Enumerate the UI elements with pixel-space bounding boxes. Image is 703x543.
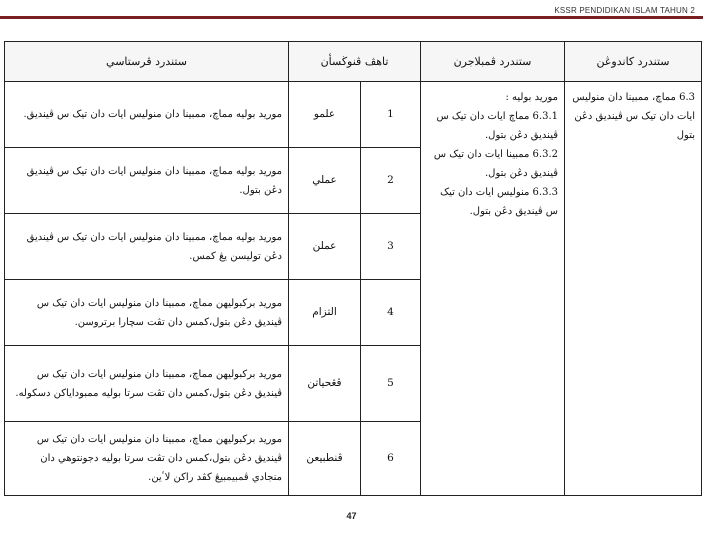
standard-kandungan-cell: 6.3 مماچ، ممبينا دان منوليس ايات دان تيک س ڤينديق دڠن بتول (565, 82, 702, 496)
tahap-label: ڤنطبيعن (289, 422, 361, 496)
header-rule (0, 16, 703, 19)
sp-intro: موريد بوليه : (505, 92, 558, 103)
document-header: KSSR PENDIDIKAN ISLAM TAHUN 2 (554, 6, 695, 15)
tahap-description: موريد برکبوليهن مماچ، ممبينا دان منوليس ايات دان تيک س ڤينديق دڠن بتول،کمس دان تڤت سرتا بوليه ممبوداياکن دسکوله. (5, 346, 289, 422)
standards-table (4, 41, 702, 496)
tahap-number: 4 (361, 280, 421, 346)
tahap-label: علمو (289, 82, 361, 148)
sp-item-6-3-3: 6.3.3 منوليس ايات دان تيک س ڤينديق دڠن بتول. (440, 187, 558, 217)
header-standard-prestasi: ستندرد ڤرستاسي (5, 42, 289, 82)
table-row (5, 82, 702, 148)
tahap-number: 2 (361, 148, 421, 214)
page-number: 47 (346, 511, 357, 521)
tahap-description: موريد برکبوليهن مماچ، ممبينا دان منوليس ايات دان تيک س ڤينديق دڠن بتول،کمس دان تڤت سرتا بوليه دجونتوهي دان منجادي ڤمبيمبيڠ کڤد راکن لاٴين. (5, 422, 289, 496)
sp-item-6-3-2: 6.3.2 ممبينا ايات دان تيک س ڤينديق دڠن بتول. (433, 149, 558, 179)
tahap-number: 6 (361, 422, 421, 496)
tahap-description: موريد بوليه مماچ، ممبينا دان منوليس ايات دان تيک س ڤينديق دڠن توليسن يڠ کمس. (5, 214, 289, 280)
header-tahap-penguasaan: تاهڤ ڤنوڬسأن (289, 42, 421, 82)
tahap-label: التزام (289, 280, 361, 346)
tahap-label: عملي (289, 148, 361, 214)
tahap-label: ڤڠحياتن (289, 346, 361, 422)
tahap-number: 3 (361, 214, 421, 280)
tahap-description: موريد بوليه مماچ، ممبينا دان منوليس ايات دان تيک س ڤينديق دڠن بتول. (5, 148, 289, 214)
standard-pembelajaran-cell (421, 82, 565, 496)
tahap-number: 1 (361, 82, 421, 148)
header-standard-kandungan: ستندرد کاندوڠن (565, 42, 702, 82)
tahap-description: موريد برکبوليهن مماچ، ممبينا دان منوليس ايات دان تيک س ڤينديق دڠن بتول،کمس دان تڤت سچارا برتروسن. (5, 280, 289, 346)
tahap-number: 5 (361, 346, 421, 422)
tahap-description: موريد بوليه مماچ، ممبينا دان منوليس ايات دان تيک س ڤينديق. (5, 82, 289, 148)
header-standard-pembelajaran: ستندرد ڤمبلاجرن (421, 42, 565, 82)
sp-item-6-3-1: 6.3.1 مماچ ايات دان تيک س ڤينديق دڠن بتول. (436, 111, 558, 141)
tahap-label: عملن (289, 214, 361, 280)
table-header-row (5, 42, 702, 82)
